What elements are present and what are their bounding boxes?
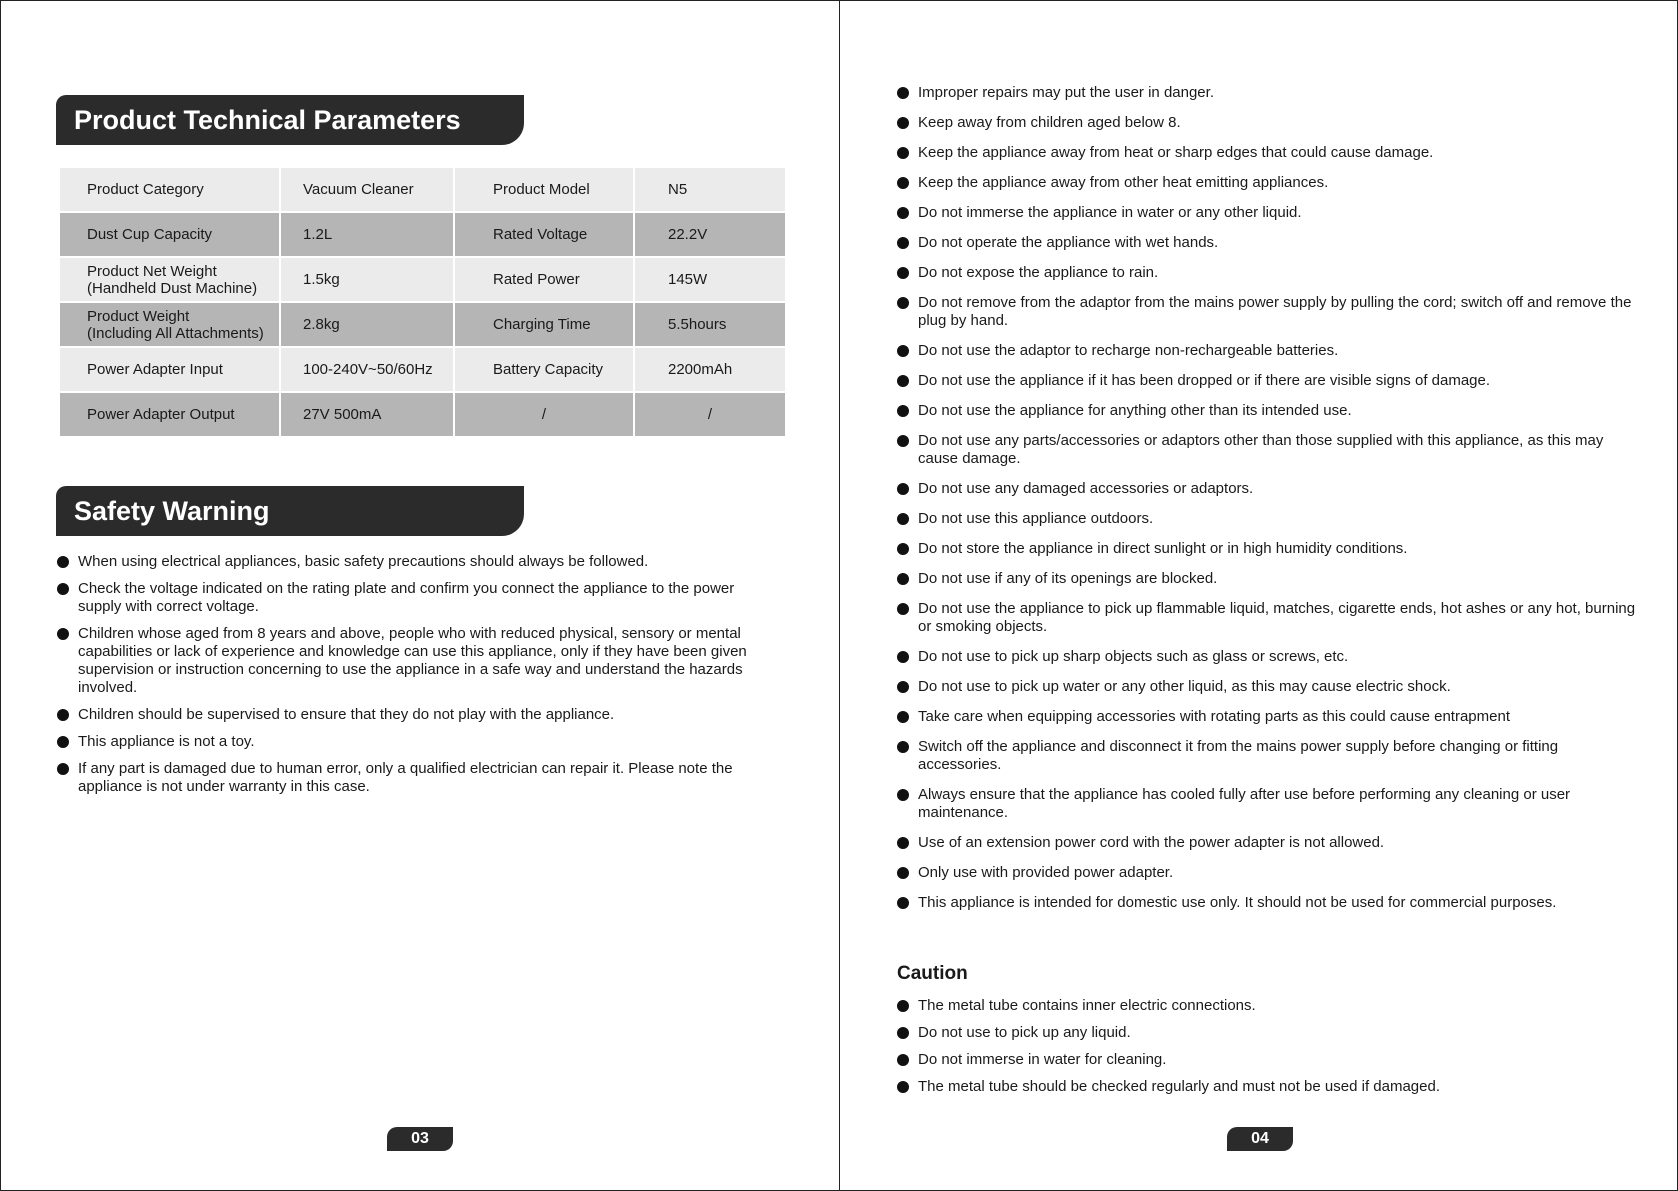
warning-item: Do not expose the appliance to rain. (897, 264, 1637, 282)
param-label: Product Category (60, 168, 279, 211)
caution-item: Do not immerse in water for cleaning. (897, 1051, 1637, 1069)
warning-item: Do not use this appliance outdoors. (897, 510, 1637, 528)
warning-item: Do not use any damaged accessories or adaptors. (897, 480, 1637, 498)
warning-item: This appliance is intended for domestic use only. It should not be used for commercial purposes. (897, 894, 1637, 912)
warning-item: Take care when equipping accessories with rotating parts as this could cause entrapment (897, 708, 1637, 726)
page-divider (839, 1, 840, 1190)
safety-item: Check the voltage indicated on the rating plate and confirm you connect the appliance to the power supply with correct voltage. (57, 580, 767, 616)
param-label: / (455, 393, 633, 436)
safety-item: When using electrical appliances, basic safety precautions should always be followed. (57, 553, 767, 571)
param-value: Vacuum Cleaner (281, 168, 453, 211)
param-label: Power Adapter Input (60, 348, 279, 391)
warning-item: Do not immerse the appliance in water or any other liquid. (897, 204, 1637, 222)
param-value: / (635, 393, 785, 436)
warning-item: Do not use the appliance for anything other than its intended use. (897, 402, 1637, 420)
param-label: Power Adapter Output (60, 393, 279, 436)
warning-item: Do not remove from the adaptor from the mains power supply by pulling the cord; switch off and remove the plug by hand. (897, 294, 1637, 330)
params-row (60, 303, 785, 346)
warning-item: Always ensure that the appliance has cooled fully after use before performing any cleaning or user maintenance. (897, 786, 1637, 822)
params-table (58, 166, 787, 438)
warning-item: Switch off the appliance and disconnect it from the mains power supply before changing or fitting accessories. (897, 738, 1637, 774)
warning-item: Do not use to pick up water or any other liquid, as this may cause electric shock. (897, 678, 1637, 696)
warning-item: Do not use if any of its openings are blocked. (897, 570, 1637, 588)
params-row (60, 348, 785, 391)
warning-item: Do not use the appliance if it has been dropped or if there are visible signs of damage. (897, 372, 1637, 390)
params-row (60, 213, 785, 256)
param-label: Rated Voltage (455, 213, 633, 256)
param-value: 1.2L (281, 213, 453, 256)
param-label: Rated Power (455, 258, 633, 301)
safety-item: If any part is damaged due to human error, only a qualified electrician can repair it. Please note the appliance is not under warranty in this case. (57, 760, 767, 796)
safety-section-header: Safety Warning (56, 486, 524, 536)
safety-item: Children should be supervised to ensure that they do not play with the appliance. (57, 706, 767, 724)
warning-item: Do not use to pick up sharp objects such as glass or screws, etc. (897, 648, 1637, 666)
warning-item: Do not use any parts/accessories or adaptors other than those supplied with this appliance, as this may cause damage. (897, 432, 1637, 468)
warning-item: Keep the appliance away from heat or sharp edges that could cause damage. (897, 144, 1637, 162)
param-value: 27V 500mA (281, 393, 453, 436)
param-value: 1.5kg (281, 258, 453, 301)
param-label: Dust Cup Capacity (60, 213, 279, 256)
param-label: Battery Capacity (455, 348, 633, 391)
params-row (60, 168, 785, 211)
param-value: 2200mAh (635, 348, 785, 391)
warning-item: Only use with provided power adapter. (897, 864, 1637, 882)
safety-item: This appliance is not a toy. (57, 733, 767, 751)
param-value: N5 (635, 168, 785, 211)
caution-item: Do not use to pick up any liquid. (897, 1024, 1637, 1042)
warning-item: Keep the appliance away from other heat emitting appliances. (897, 174, 1637, 192)
safety-warning-list (57, 553, 767, 805)
params-row (60, 393, 785, 436)
warning-item: Keep away from children aged below 8. (897, 114, 1637, 132)
page-number-right: 04 (1227, 1127, 1293, 1151)
caution-heading: Caution (897, 963, 968, 984)
param-value: 100-240V~50/60Hz (281, 348, 453, 391)
param-label: Product Net Weight (Handheld Dust Machine) (60, 258, 279, 301)
param-label: Product Weight (Including All Attachments) (60, 303, 279, 346)
page-number-left: 03 (387, 1127, 453, 1151)
param-label: Charging Time (455, 303, 633, 346)
caution-list (897, 997, 1637, 1105)
safety-item: Children whose aged from 8 years and above, people who with reduced physical, sensory or mental capabilities or lack of experience and knowledge can use this appliance, only if they have been given supervision or instruction concerning to use the appliance in a safe way and understand the hazards involved. (57, 625, 767, 697)
warning-list (897, 84, 1637, 924)
params-row (60, 258, 785, 301)
param-value: 22.2V (635, 213, 785, 256)
warning-item: Use of an extension power cord with the power adapter is not allowed. (897, 834, 1637, 852)
caution-item: The metal tube contains inner electric connections. (897, 997, 1637, 1015)
warning-item: Improper repairs may put the user in danger. (897, 84, 1637, 102)
param-value: 145W (635, 258, 785, 301)
param-value: 2.8kg (281, 303, 453, 346)
warning-item: Do not use the appliance to pick up flammable liquid, matches, cigarette ends, hot ashes or any hot, burning or smoking objects. (897, 600, 1637, 636)
caution-item: The metal tube should be checked regularly and must not be used if damaged. (897, 1078, 1637, 1096)
warning-item: Do not operate the appliance with wet hands. (897, 234, 1637, 252)
param-label: Product Model (455, 168, 633, 211)
warning-item: Do not store the appliance in direct sunlight or in high humidity conditions. (897, 540, 1637, 558)
param-value: 5.5hours (635, 303, 785, 346)
params-section-header: Product Technical Parameters (56, 95, 524, 145)
warning-item: Do not use the adaptor to recharge non-rechargeable batteries. (897, 342, 1637, 360)
